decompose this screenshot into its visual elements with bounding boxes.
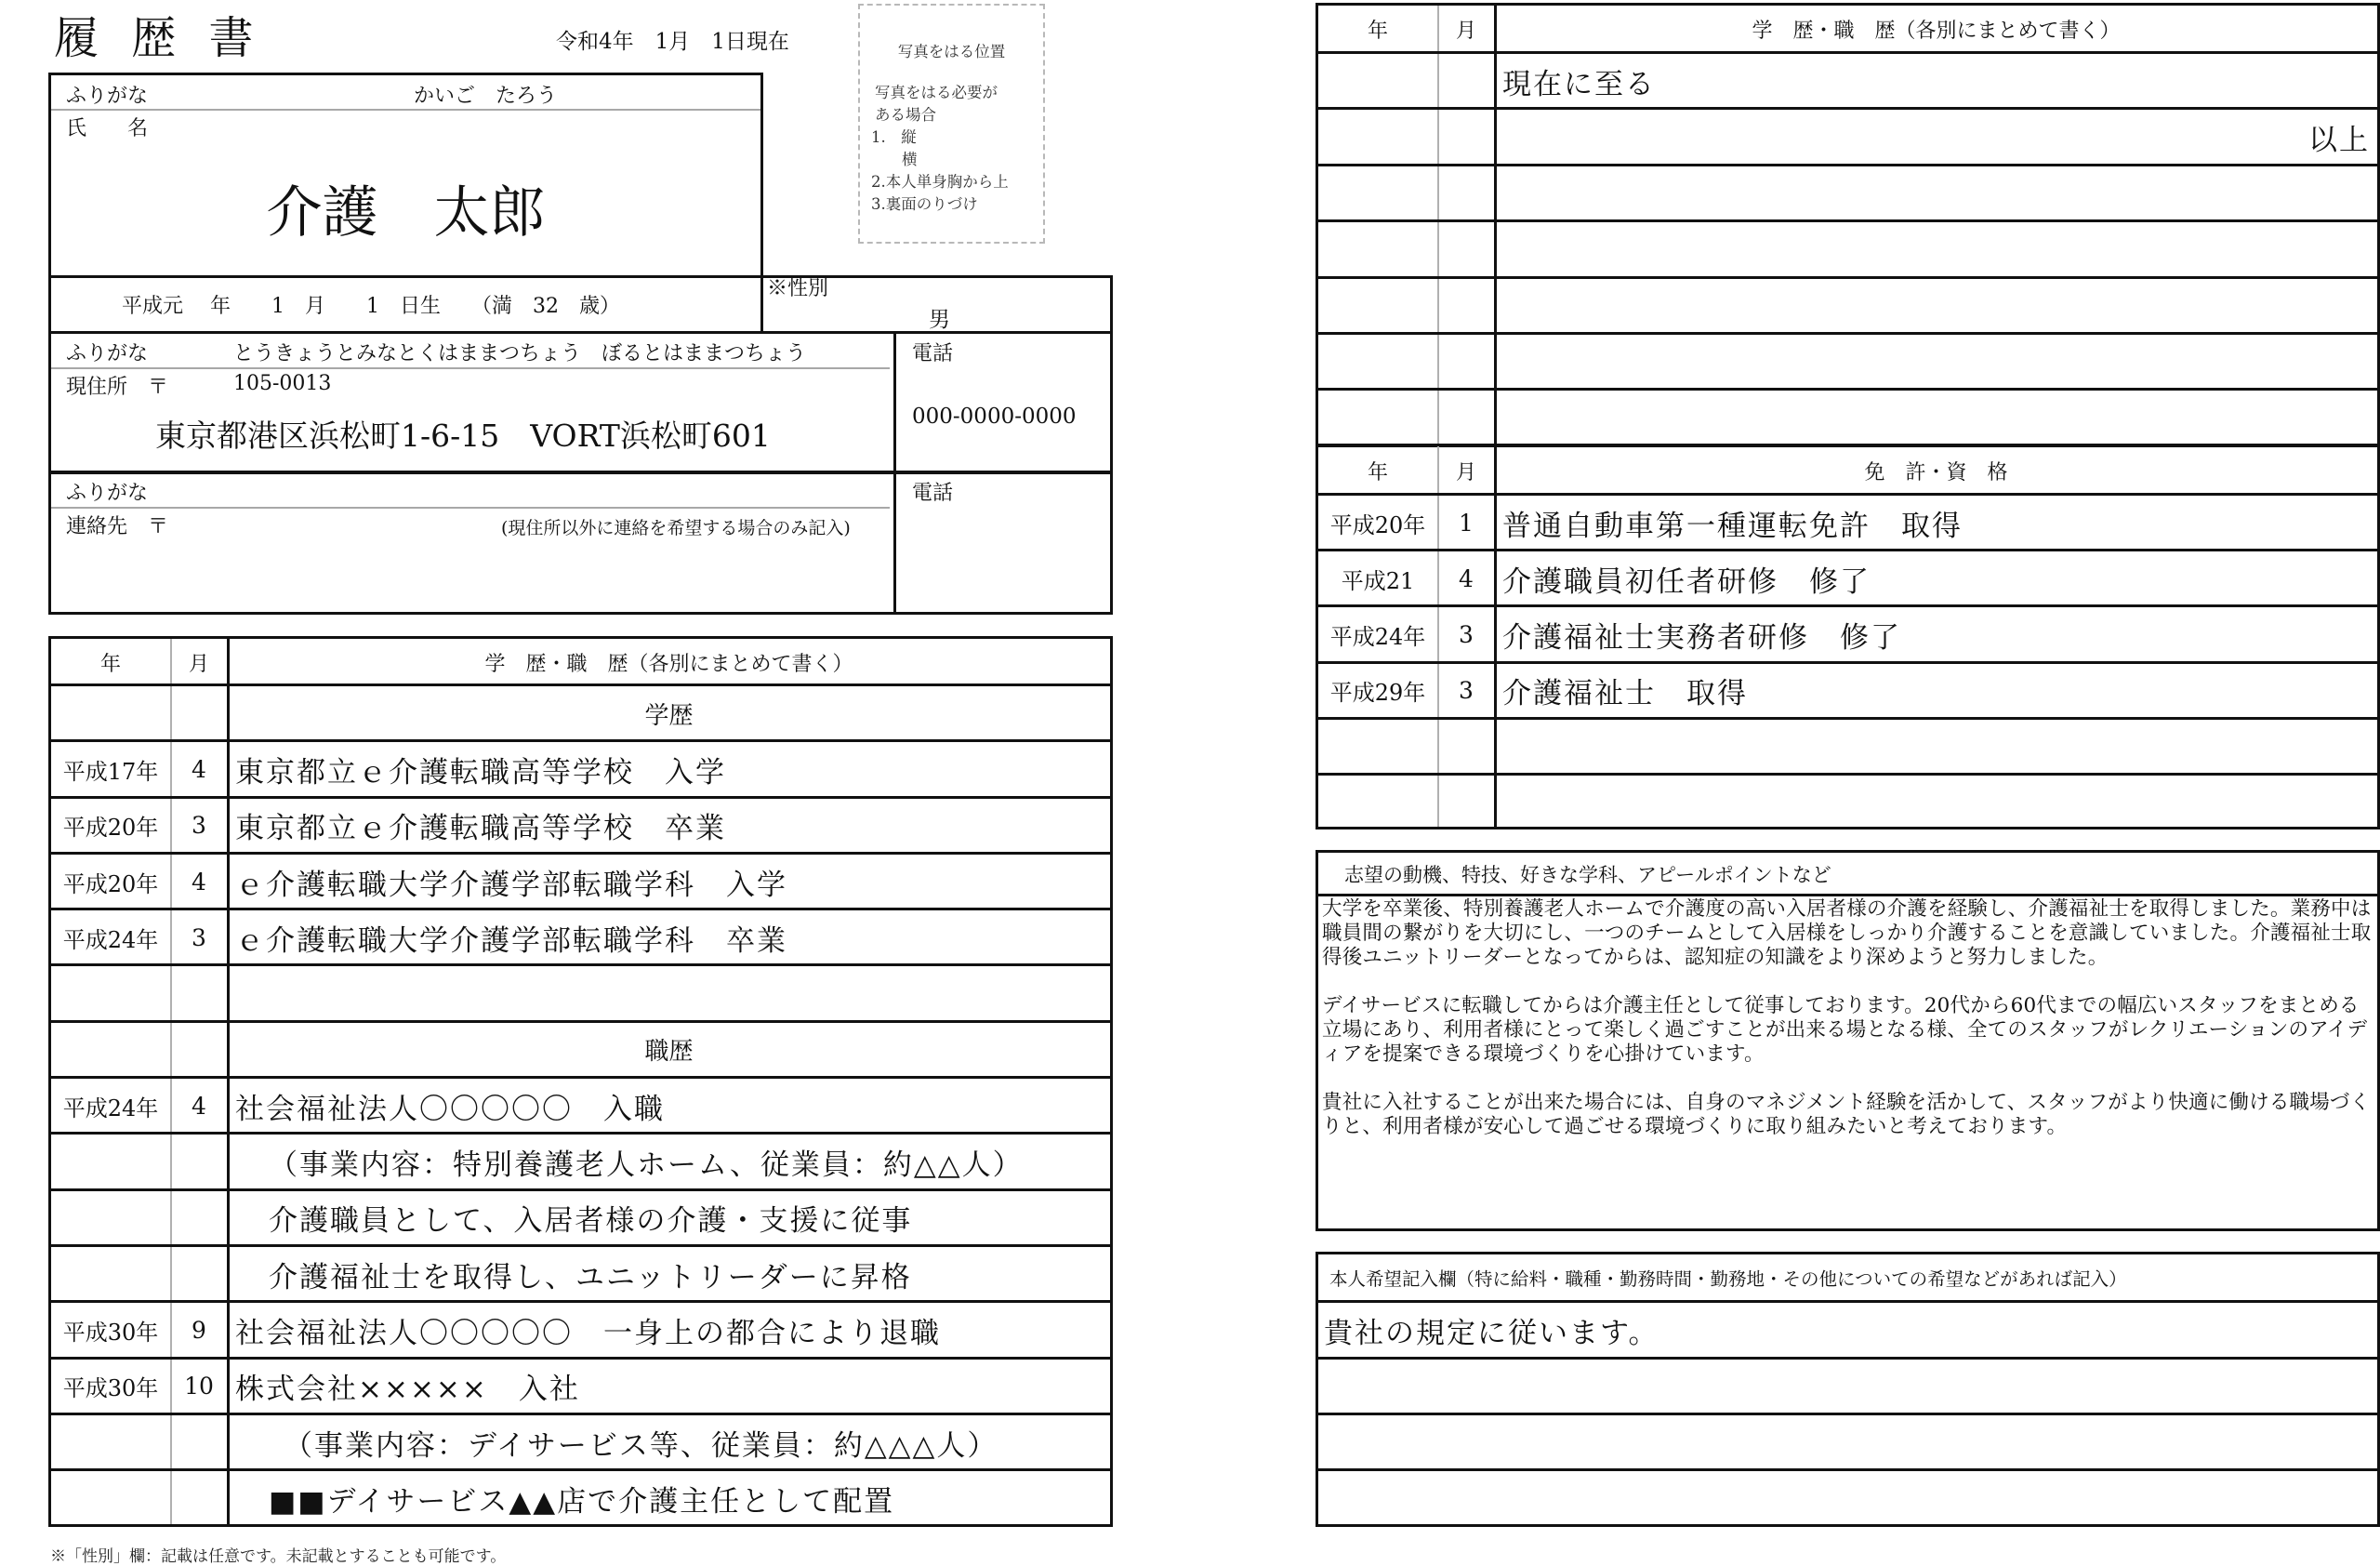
row-year[interactable] bbox=[51, 1190, 170, 1246]
row-content[interactable]: 東京都立ｅ介護転職高等学校 入学 bbox=[235, 755, 726, 790]
licenses-table bbox=[1316, 444, 2380, 829]
phone-label: 電話 bbox=[912, 342, 954, 365]
row-month[interactable]: 3 bbox=[1459, 620, 1474, 648]
table-row bbox=[51, 1246, 1110, 1302]
row-year[interactable] bbox=[1318, 719, 1437, 775]
table-row bbox=[51, 909, 1110, 965]
motivation-paragraph: 大学を卒業後、特別養護老人ホームで介護度の高い入居者様の介護を経験し、介護福祉士を取得しました。業務中は職員間の繋がりを大切にし、一つのチームとして入居様をしっかり介護することを意識していました。介護福祉士取得後ユニットリーダーとなってからは、認知症の知識をより深めようと努力しました。 bbox=[1322, 897, 2372, 969]
col-header-month: 月 bbox=[188, 652, 209, 676]
table-row bbox=[51, 854, 1110, 909]
address-furigana-label: ふりがな bbox=[66, 342, 149, 365]
row-content[interactable]: 現在に至る bbox=[1502, 67, 1656, 101]
row-year[interactable] bbox=[51, 966, 170, 1022]
row-content[interactable]: 東京都立ｅ介護転職高等学校 卒業 bbox=[235, 812, 726, 846]
row-month[interactable] bbox=[1437, 278, 1495, 334]
row-year[interactable]: 平成30年 bbox=[62, 1319, 159, 1346]
row-month[interactable] bbox=[170, 1022, 228, 1078]
postal-code[interactable]: 105-0013 bbox=[233, 372, 332, 395]
table-row bbox=[1318, 221, 2377, 277]
row-content[interactable]: 社会福祉法人〇〇〇〇〇 入職 bbox=[235, 1092, 665, 1126]
as-of-date: 令和4年 1月 1日現在 bbox=[556, 30, 789, 54]
gender-value[interactable]: 男 bbox=[929, 308, 950, 332]
name-label: 氏 名 bbox=[66, 117, 149, 140]
row-year[interactable] bbox=[1318, 221, 1437, 277]
col-header-year: 年 bbox=[1367, 460, 1388, 484]
photo-box-line: 横 bbox=[871, 151, 918, 168]
requests-section bbox=[1316, 1252, 2380, 1527]
row-month[interactable]: 4 bbox=[192, 1092, 206, 1120]
row-year[interactable]: 平成21 bbox=[1341, 567, 1415, 594]
row-year[interactable]: 平成20年 bbox=[62, 815, 159, 842]
row-content[interactable]: 介護福祉士実務者研修 修了 bbox=[1502, 620, 1901, 655]
address-value[interactable]: 東京都港区浜松町1-6-15 VORT浜松町601 bbox=[155, 418, 771, 454]
row-content[interactable] bbox=[1502, 278, 2372, 334]
photo-box-title: 写真をはる位置 bbox=[897, 43, 1006, 60]
motivation-paragraph: 貴社に入社することが出来た場合には、自身のマネジメント経験を活かして、スタッフがより快適に働ける職場づくりと、利用者様が安心して過ごせる環境づくりに取り組みたいと考えております。 bbox=[1322, 1091, 2371, 1138]
row-year[interactable] bbox=[1318, 278, 1437, 334]
photo-box-line: 写真をはる必要が bbox=[875, 84, 998, 101]
row-year[interactable]: 平成24年 bbox=[62, 926, 159, 953]
requests-row[interactable] bbox=[1324, 1359, 2377, 1413]
table-row bbox=[51, 798, 1110, 854]
row-month[interactable]: 3 bbox=[192, 923, 206, 951]
row-month[interactable]: 3 bbox=[1459, 677, 1474, 705]
row-year[interactable]: 平成17年 bbox=[62, 758, 159, 785]
birth-row bbox=[48, 275, 1113, 334]
row-month[interactable]: 10 bbox=[184, 1373, 214, 1400]
row-year[interactable] bbox=[1318, 109, 1437, 165]
row-month[interactable]: 4 bbox=[192, 868, 206, 896]
table-row bbox=[1318, 775, 2377, 830]
motivation-text[interactable] bbox=[1322, 897, 2373, 1139]
row-content[interactable]: 介護職員初任者研修 修了 bbox=[1502, 564, 1871, 599]
col-header-content: 学 歴・職 歴（各別にまとめて書く） bbox=[1752, 19, 2121, 43]
table-row bbox=[51, 1359, 1110, 1414]
row-month[interactable] bbox=[1437, 775, 1495, 830]
phone-value[interactable]: 000-0000-0000 bbox=[912, 405, 1077, 429]
row-year[interactable] bbox=[51, 1022, 170, 1078]
row-year[interactable]: 平成20年 bbox=[62, 870, 159, 897]
footnote: ※「性別」欄：記載は任意です。未記載とすることも可能です。 bbox=[50, 1547, 507, 1566]
table-row bbox=[1318, 551, 2377, 606]
row-content[interactable]: 介護職員として、入居者様の介護・支援に従事 bbox=[269, 1204, 913, 1239]
motivation-paragraph: デイサービスに転職してからは介護主任として従事しております。20代から60代までの幅広いスタッフをまとめる立場にあり、利用者様にとって楽しく過ごすことが出来る場となる様、全てのスタッフがレクリエーションのアイディアを提案できる環境づくりを心掛けています。 bbox=[1322, 994, 2368, 1066]
table-row bbox=[51, 1134, 1110, 1189]
row-content[interactable] bbox=[1502, 166, 2372, 221]
row-content[interactable] bbox=[235, 966, 1104, 1022]
row-content[interactable]: ■■デイサービス▲▲店で介護主任として配置 bbox=[269, 1484, 895, 1519]
contact-phone-label: 電話 bbox=[912, 482, 954, 505]
row-content[interactable]: 学歴 bbox=[644, 701, 694, 730]
name-furigana-label: ふりがな bbox=[66, 85, 149, 108]
row-month[interactable] bbox=[1437, 221, 1495, 277]
table-row bbox=[51, 1022, 1110, 1078]
row-month[interactable] bbox=[1437, 53, 1495, 109]
row-month[interactable] bbox=[1437, 109, 1495, 165]
row-year[interactable] bbox=[1318, 390, 1437, 445]
table-row bbox=[51, 685, 1110, 741]
row-year[interactable] bbox=[51, 685, 170, 741]
resume-title: 履 歴 書 bbox=[54, 12, 263, 64]
row-content[interactable] bbox=[1502, 719, 2372, 775]
row-content[interactable] bbox=[1502, 221, 2372, 277]
motivation-section bbox=[1316, 850, 2380, 1231]
row-month[interactable]: 9 bbox=[192, 1316, 206, 1344]
row-content[interactable] bbox=[1502, 390, 2372, 445]
row-content[interactable]: 株式会社××××× 入社 bbox=[235, 1373, 580, 1407]
row-content[interactable] bbox=[1502, 334, 2372, 390]
name-value[interactable]: 介護 太郎 bbox=[266, 180, 546, 246]
table-row bbox=[1318, 334, 2377, 390]
row-year[interactable] bbox=[1318, 166, 1437, 221]
name-furigana-value[interactable]: かいご たろう bbox=[414, 85, 558, 108]
row-year[interactable]: 平成29年 bbox=[1329, 680, 1426, 707]
requests-label: 本人希望記入欄（特に給料・職種・勤務時間・勤務地・その他についての希望などがあれば記入） bbox=[1329, 1268, 2127, 1290]
row-month[interactable] bbox=[1437, 166, 1495, 221]
row-month[interactable]: 4 bbox=[192, 755, 206, 783]
table-row bbox=[51, 741, 1110, 797]
photo-box-line: 2.本人単身胸から上 bbox=[871, 173, 1009, 191]
table-row bbox=[51, 1470, 1110, 1526]
table-row bbox=[1318, 278, 2377, 334]
row-content[interactable]: （事業内容：デイサービス等、従業員：約△△△人） bbox=[284, 1428, 998, 1463]
table-row bbox=[1318, 166, 2377, 221]
row-content[interactable]: ｅ介護転職大学介護学部転職学科 卒業 bbox=[235, 923, 787, 958]
col-header-content: 免 許・資 格 bbox=[1864, 460, 2008, 484]
row-month[interactable] bbox=[170, 685, 228, 741]
name-section bbox=[48, 73, 763, 278]
address-furigana-value[interactable]: とうきょうとみなとくはままつちょう ぼるとはままつちょう bbox=[233, 342, 807, 365]
row-month[interactable] bbox=[170, 1470, 228, 1526]
table-row bbox=[51, 966, 1110, 1022]
table-row bbox=[51, 1190, 1110, 1246]
row-content[interactable]: 介護福祉士 取得 bbox=[1502, 677, 1748, 711]
table-row bbox=[1318, 719, 2377, 775]
table-row bbox=[1318, 495, 2377, 551]
row-year[interactable] bbox=[51, 1246, 170, 1302]
history-table-right bbox=[1316, 3, 2380, 447]
row-month[interactable]: 3 bbox=[192, 812, 206, 840]
row-month[interactable] bbox=[1437, 390, 1495, 445]
row-content[interactable] bbox=[1502, 775, 2372, 830]
row-year[interactable] bbox=[51, 1414, 170, 1470]
row-content[interactable]: 社会福祉法人〇〇〇〇〇 一身上の都合により退職 bbox=[235, 1316, 941, 1350]
col-header-month: 月 bbox=[1455, 460, 1476, 484]
birth-date[interactable]: 平成元 年 1 月 1 日生 （満 32 歳） bbox=[122, 295, 620, 318]
row-content[interactable]: 職歴 bbox=[644, 1038, 694, 1067]
contact-label: 連絡先 〒 bbox=[66, 515, 169, 538]
photo-box-line: 1. 縦 bbox=[871, 128, 917, 146]
contact-furigana-label: ふりがな bbox=[66, 482, 149, 505]
table-row bbox=[1318, 109, 2377, 165]
requests-row[interactable]: 貴社の規定に従います。 bbox=[1324, 1316, 1659, 1350]
row-month[interactable] bbox=[170, 1134, 228, 1189]
row-month[interactable] bbox=[170, 1190, 228, 1246]
row-year[interactable] bbox=[51, 1134, 170, 1189]
col-header-year: 年 bbox=[1367, 19, 1388, 43]
row-content[interactable]: （事業内容：特別養護老人ホーム、従業員：約△△人） bbox=[269, 1148, 1024, 1183]
gender-label: ※性別 bbox=[767, 277, 829, 300]
table-row bbox=[51, 1078, 1110, 1134]
motivation-label: 志望の動機、特技、好きな学科、アピールポイントなど bbox=[1344, 864, 1831, 886]
row-month[interactable]: 1 bbox=[1459, 509, 1474, 537]
row-content[interactable]: 介護福祉士を取得し、ユニットリーダーに昇格 bbox=[269, 1260, 912, 1294]
row-year[interactable]: 平成30年 bbox=[62, 1375, 159, 1402]
table-row bbox=[51, 1414, 1110, 1470]
table-row bbox=[51, 1302, 1110, 1358]
address-label: 現住所 〒 bbox=[66, 376, 169, 399]
table-row bbox=[1318, 53, 2377, 109]
row-month[interactable] bbox=[1437, 334, 1495, 390]
row-content[interactable]: 以上 bbox=[2308, 124, 2370, 158]
row-content[interactable]: 普通自動車第一種運転免許 取得 bbox=[1502, 509, 1963, 543]
photo-box-line: ある場合 bbox=[875, 106, 936, 124]
contact-section bbox=[48, 471, 1113, 615]
row-year[interactable] bbox=[1318, 775, 1437, 830]
history-table-left bbox=[48, 636, 1113, 1527]
row-month[interactable] bbox=[170, 1414, 228, 1470]
row-year[interactable]: 平成20年 bbox=[1329, 511, 1426, 538]
photo-box-line: 3.裏面のりづけ bbox=[871, 195, 978, 213]
row-year[interactable] bbox=[51, 1470, 170, 1526]
table-row bbox=[1318, 606, 2377, 662]
row-year[interactable] bbox=[1318, 53, 1437, 109]
col-header-year: 年 bbox=[99, 652, 121, 676]
col-header-content: 学 歴・職 歴（各別にまとめて書く） bbox=[484, 652, 853, 676]
row-year[interactable]: 平成24年 bbox=[1329, 623, 1426, 650]
row-content[interactable]: ｅ介護転職大学介護学部転職学科 入学 bbox=[235, 868, 787, 902]
requests-row[interactable] bbox=[1324, 1414, 2377, 1468]
contact-note: (現住所以外に連絡を希望する場合のみ記入) bbox=[501, 518, 851, 538]
address-section bbox=[48, 331, 1113, 474]
col-header-month: 月 bbox=[1455, 19, 1476, 43]
row-month[interactable]: 4 bbox=[1459, 564, 1474, 592]
row-month[interactable] bbox=[170, 966, 228, 1022]
row-year[interactable]: 平成24年 bbox=[62, 1095, 159, 1121]
row-month[interactable] bbox=[1437, 719, 1495, 775]
table-row bbox=[1318, 663, 2377, 719]
row-month[interactable] bbox=[170, 1246, 228, 1302]
photo-placeholder-box bbox=[858, 4, 1045, 244]
row-year[interactable] bbox=[1318, 334, 1437, 390]
table-row bbox=[1318, 390, 2377, 445]
